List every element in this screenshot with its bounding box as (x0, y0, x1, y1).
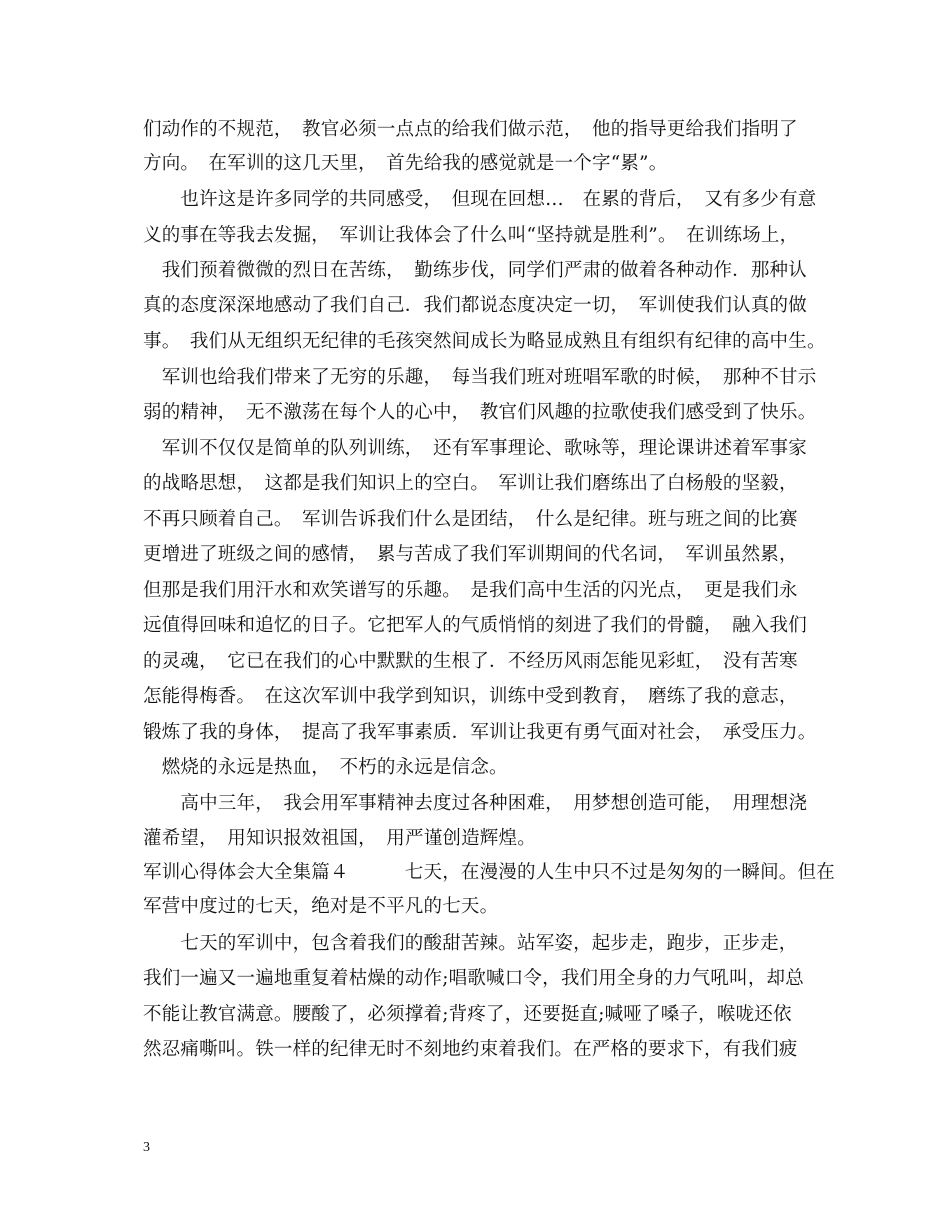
text-line: 不再只顾着自己。 军训告诉我们什么是团结， 什么是纪律。班与班之间的比赛 (143, 509, 798, 530)
text-line: 然忍痛嘶叫。铁一样的纪律无时不刻地约束着我们。在严格的要求下，有我们疲 (143, 1039, 798, 1060)
text-line: 真的态度深深地感动了我们自己．我们都说态度决定一切， 军训使我们认真的做 (143, 295, 807, 316)
text-line: 锻炼了我的身体， 提高了我军事素质．军训让我更有勇气面对社会， 承受压力。 (143, 722, 817, 743)
text-line: 更增进了班级之间的感情， 累与苦成了我们军训期间的代名词， 军训虽然累， (143, 544, 798, 565)
text-line: 军营中度过的七天，绝对是不平凡的七天。 (143, 896, 499, 917)
text-line: 但那是我们用汗水和欢笑谱写的乐趣。 是我们高中生活的闪光点， 更是我们永 (143, 580, 798, 601)
text-line: 我们一遍又一遍地重复着枯燥的动作;唱歌喊口令，我们用全身的力气吼叫，却总 (143, 968, 804, 989)
text-line: 七天的军训中，包含着我们的酸甜苦辣。站军姿，起步走，跑步，正步走， (143, 933, 798, 954)
text-line: 军训也给我们带来了无穷的乐趣， 每当我们班对班唱军歌的时候， 那种不甘示 (143, 367, 817, 388)
text-line: 弱的精神， 无不激荡在每个人的心中， 教官们风趣的拉歌使我们感受到了快乐。 (143, 402, 817, 423)
section-heading-line: 军训心得体会大全集篇４ 七天，在漫漫的人生中只不过是匆匆的一瞬间。但在 (143, 862, 835, 883)
text-line: 灌希望， 用知识报效祖国， 用严谨创造辉煌。 (143, 828, 536, 849)
text-line: 军训不仅仅是简单的队列训练， 还有军事理论、歌咏等，理论课讲述着军事家 (143, 438, 807, 459)
text-line: 也许这是许多同学的共同感受， 但现在回想… 在累的背后， 又有多少有意 (143, 189, 817, 210)
text-line: 事。 我们从无组织无纪律的毛孩突然间成长为略显成熟且有组织有纪律的高中生。 (143, 331, 826, 352)
text-line: 们动作的不规范， 教官必须一点点的给我们做示范， 他的指导更给我们指明了 (143, 119, 798, 140)
text-line: 高中三年， 我会用军事精神去度过各种困难， 用梦想创造可能， 用理想浇 (143, 793, 808, 814)
text-line: 燃烧的永远是热血， 不朽的永远是信念。 (143, 757, 508, 778)
page-number: 3 (143, 1140, 150, 1155)
text-line: 的灵魂， 它已在我们的心中默默的生根了．不经历风雨怎能见彩虹， 没有苦寒 (143, 651, 798, 672)
text-line: 怎能得梅香。 在这次军训中我学到知识，训练中受到教育， 磨练了我的意志， (143, 686, 798, 707)
text-line: 方向。 在军训的这几天里， 首先给我的感觉就是一个字“累”。 (143, 153, 668, 174)
text-line: 的战略思想， 这都是我们知识上的空白。 军训让我们磨练出了白杨般的坚毅， (143, 473, 798, 494)
text-line: 义的事在等我去发掘， 军训让我体会了什么叫“坚持就是胜利”。 在训练场上， (143, 225, 799, 246)
text-line: 远值得回味和追忆的日子。它把军人的气质悄悄的刻进了我们的骨髓， 融入我们 (143, 615, 807, 636)
text-line: 我们预着微微的烈日在苦练， 勤练步伐，同学们严肃的做着各种动作．那种认 (143, 260, 807, 281)
text-line: 不能让教官满意。腰酸了，必须撑着;背疼了，还要挺直;喊哑了嗓子，喉咙还依 (143, 1004, 792, 1025)
